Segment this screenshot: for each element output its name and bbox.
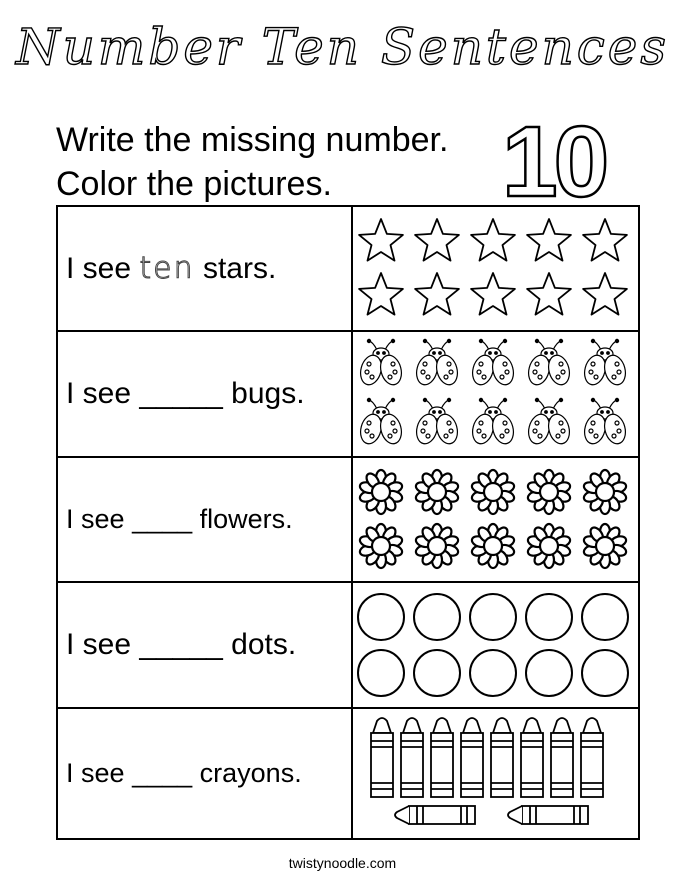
circle-icon <box>582 594 628 640</box>
circle-icon <box>526 650 572 696</box>
row-flowers <box>57 457 639 582</box>
star-icon <box>471 273 515 315</box>
circle-icon <box>470 594 516 640</box>
star-icon <box>527 273 571 315</box>
flower-icon <box>471 524 516 568</box>
page-title: Number Ten Sentences <box>15 18 670 76</box>
star-icon <box>359 273 403 315</box>
flower-icon <box>471 470 516 514</box>
crayon-icon <box>401 718 423 797</box>
crayon-icon <box>395 806 475 824</box>
crayon-icon <box>581 718 603 797</box>
crayon-icon <box>431 718 453 797</box>
row-dots <box>57 582 639 707</box>
ladybug-icon <box>469 398 516 446</box>
ladybug-icon <box>413 398 460 446</box>
ladybug-icon <box>581 398 628 446</box>
sentence-prefix: I see <box>66 377 132 411</box>
circle-icon <box>414 650 460 696</box>
circle-icon <box>358 594 404 640</box>
star-icon <box>415 273 459 315</box>
answer-blank[interactable]: ____ <box>132 758 193 789</box>
row-stars <box>57 206 639 331</box>
star-icon <box>527 219 571 261</box>
sentence-suffix: bugs. <box>231 377 305 411</box>
sentence-prefix: I see <box>66 758 125 789</box>
instruction-line-2: Color the pictures. <box>56 165 332 203</box>
sentence-suffix: flowers. <box>199 504 293 535</box>
ladybug-icon <box>357 339 404 387</box>
sentence-suffix: stars. <box>202 252 277 286</box>
star-icon <box>415 219 459 261</box>
circle-icon <box>470 650 516 696</box>
flower-icon <box>359 524 404 568</box>
sentence-flowers <box>57 457 352 582</box>
row-bugs <box>57 331 639 456</box>
picture-stars <box>352 206 639 331</box>
answer-blank[interactable]: ____ <box>132 504 193 535</box>
star-icon <box>471 219 515 261</box>
flower-icon <box>583 524 628 568</box>
sentence-suffix: crayons. <box>199 758 302 789</box>
instruction-line-1: Write the missing number. <box>56 121 449 159</box>
sentence-stars <box>57 206 352 331</box>
flower-icon <box>359 470 404 514</box>
instructions <box>56 118 448 206</box>
ladybug-icon <box>525 398 572 446</box>
worksheet-table <box>56 205 640 840</box>
circle-icon <box>526 594 572 640</box>
flower-icon <box>527 524 572 568</box>
star-icon <box>583 273 627 315</box>
big-number-ten: 10 <box>502 106 606 218</box>
picture-bugs <box>352 331 639 456</box>
circle-icon <box>582 650 628 696</box>
crayon-icon <box>371 718 393 797</box>
star-icon <box>583 219 627 261</box>
crayon-icon <box>508 806 588 824</box>
sentence-suffix: dots. <box>231 627 297 661</box>
crayon-icon <box>461 718 483 797</box>
footer-site: twistynoodle.com <box>288 855 397 871</box>
traced-word: ten <box>139 251 195 287</box>
circle-icon <box>414 594 460 640</box>
answer-blank[interactable]: _____ <box>139 627 223 661</box>
flower-icon <box>527 470 572 514</box>
sentence-bugs <box>57 331 352 456</box>
answer-blank[interactable]: _____ <box>139 377 223 411</box>
ladybug-icon <box>357 398 404 446</box>
flower-icon <box>415 524 460 568</box>
sentence-prefix: I see <box>66 252 132 286</box>
picture-flowers <box>352 457 639 582</box>
picture-crayons <box>352 708 639 840</box>
flower-icon <box>415 470 460 514</box>
picture-dots <box>352 582 639 707</box>
circle-icon <box>358 650 404 696</box>
sentence-dots <box>57 582 352 707</box>
ladybug-icon <box>469 339 516 387</box>
sentence-prefix: I see <box>66 504 125 535</box>
row-crayons <box>57 708 639 840</box>
flower-icon <box>583 470 628 514</box>
ladybug-icon <box>413 339 460 387</box>
crayon-icon <box>551 718 573 797</box>
star-icon <box>359 219 403 261</box>
ladybug-icon <box>525 339 572 387</box>
ladybug-icon <box>581 339 628 387</box>
crayon-icon <box>491 718 513 797</box>
crayon-icon <box>521 718 543 797</box>
sentence-prefix: I see <box>66 627 132 661</box>
sentence-crayons <box>57 708 352 840</box>
